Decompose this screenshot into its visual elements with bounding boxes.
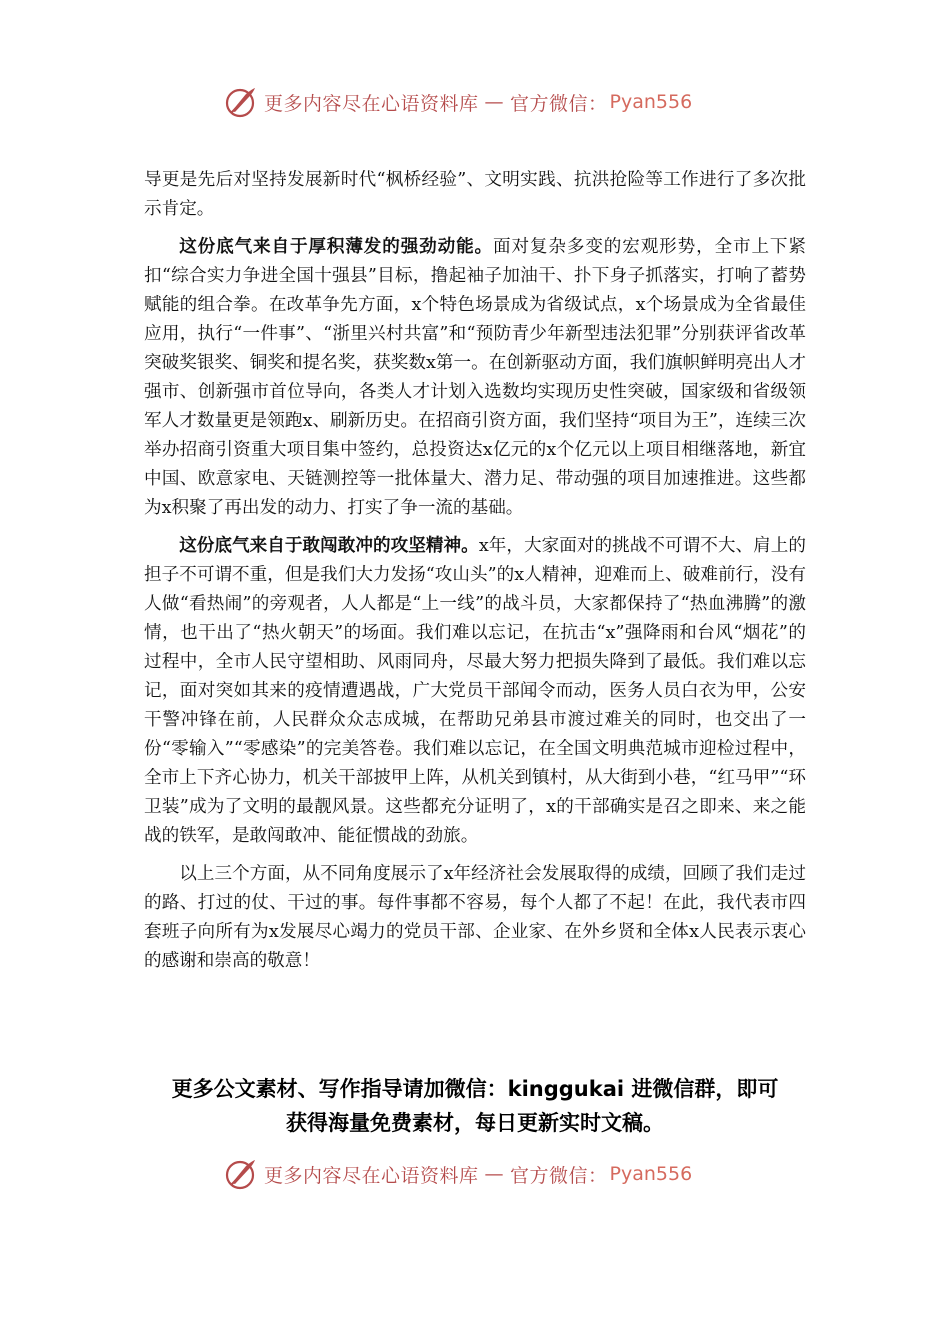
banner-label: 官方微信： (510, 92, 608, 115)
promo-line-1: 更多公文素材、写作指导请加微信：kinggukai 进微信群，即可 (171, 1077, 779, 1101)
paragraph-text: 以上三个方面，从不同角度展示了x年经济社会发展取得的成绩，回顾了我们走过的路、打过的仗、干过的事。每件事都不容易，每个人都了不起！在此，我代表市四套班子向所有为x发展尽心竭力的党员干部、企业家、在外乡贤和全体x人民表示衷心的感谢和崇高的敬意！ (144, 864, 806, 971)
banner-separator: — (484, 1163, 505, 1185)
promo-line-2: 获得海量免费素材，每日更新实时文稿。 (286, 1111, 664, 1135)
banner-wechat-id: Pyan556 (609, 1163, 693, 1185)
paragraph-text: 面对复杂多变的宏观形势，全市上下紧扣“综合实力争进全国十强县”目标，撸起袖子加油干、扑下身子抓落实，打响了蓄势赋能的组合拳。在改革争先方面，x个特色场景成为省级试点，x个场景成为全省最佳应用，执行“一件事”、“浙里兴村共富”和“预防青少年新型违法犯罪”分别获评省改革突破奖银奖、铜奖和提名奖，获奖数x第一。在创新驱动方面，我们旗帜鲜明亮出人才强市、创新强市首位导向，各类人才计划入选数均实现历史性突破，国家级和省级领军人才数量更是领跑x、刷新历史。在招商引资方面，我们坚持“项目为王”，连续三次举办招商引资重大项目集中签约，总投资达x亿元的x个亿元以上项目相继落地，新宜中国、欧意家电、天链测控等一批体量大、潜力足、带动强的项目加速推进。这些都为x积聚了再出发的动力、打实了争一流的基础。 (144, 237, 806, 518)
header-banner (224, 85, 724, 119)
footer-banner (224, 1157, 724, 1191)
quill-logo-icon (224, 1157, 258, 1191)
banner-wechat-id: Pyan556 (609, 91, 693, 113)
banner-separator: — (484, 91, 505, 113)
banner-label: 官方微信： (510, 1164, 608, 1187)
paragraph-continuation (144, 166, 806, 224)
banner-text: 更多内容尽在心语资料库 (264, 1164, 479, 1187)
promo-notice (120, 1072, 830, 1140)
paragraph-momentum (144, 233, 806, 523)
article-body (144, 166, 806, 985)
paragraph-lead: 这份底气来自于敢闯敢冲的攻坚精神。 (179, 536, 479, 556)
paragraph-spirit (144, 532, 806, 851)
paragraph-conclusion (144, 860, 806, 976)
quill-logo-icon (224, 85, 258, 119)
paragraph-text: 导更是先后对坚持发展新时代“枫桥经验”、文明实践、抗洪抢险等工作进行了多次批示肯定。 (144, 170, 806, 219)
paragraph-text: x年，大家面对的挑战不可谓不大、肩上的担子不可谓不重，但是我们大力发扬“攻山头”的x人精神，迎难而上、破难前行，没有人做“看热闹”的旁观者，人人都是“上一线”的战斗员，大家都保持了“热血沸腾”的激情，也干出了“热火朝天”的场面。我们难以忘记，在抗击“x”强降雨和台风“烟花”的过程中，全市人民守望相助、风雨同舟，尽最大努力把损失降到了最低。我们难以忘记，面对突如其来的疫情遭遇战，广大党员干部闻令而动，医务人员白衣为甲，公安干警冲锋在前，人民群众众志成城，在帮助兄弟县市渡过难关的同时，也交出了一份“零输入”“零感染”的完美答卷。我们难以忘记，在全国文明典范城市迎检过程中，全市上下齐心协力，机关干部披甲上阵，从机关到镇村，从大街到小巷，“红马甲”“环卫装”成为了文明的最靓风景。这些都充分证明了，x的干部确实是召之即来、来之能战的铁军，是敢闯敢冲、能征惯战的劲旅。 (144, 536, 806, 846)
paragraph-lead: 这份底气来自于厚积薄发的强劲动能。 (179, 237, 494, 257)
banner-text: 更多内容尽在心语资料库 (264, 92, 479, 115)
